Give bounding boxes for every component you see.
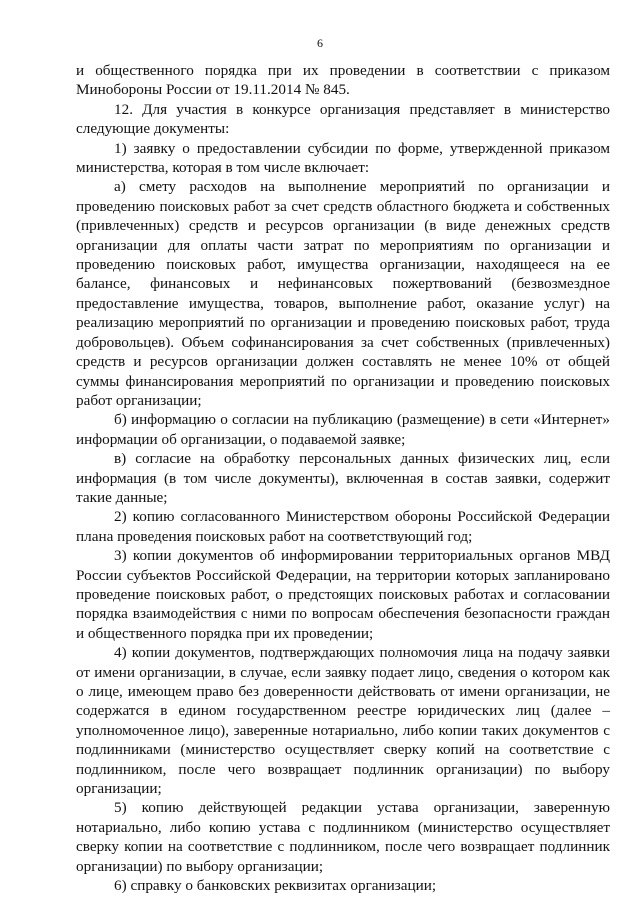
- paragraph-item-4-authority: 4) копии документов, подтверждающих полномочия лица на подачу заявки от имени организации, в случае, если заявку подает лицо, сведения о котором как о лице, имеющем право без доверенности действовать от имени организации, не содержатся в едином государственном реестре юридических лиц (далее – уполномоченное лицо), заверенные нотариально, либо копии таких документов с подлинниками (министерство осуществляет сверку копий на соответствие с подлинником, после чего возвращает подлинник организации) по выбору организации;: [76, 644, 610, 798]
- paragraph-subitem-v-personal-data: в) согласие на обработку персональных данных физических лиц, если информация (в том числе документы), включенная в состав заявки, содержит такие данные;: [76, 450, 610, 506]
- paragraph-item-1-application: 1) заявку о предоставлении субсидии по форме, утвержденной приказом министерства, которая в том числе включает:: [76, 139, 610, 177]
- paragraph-subitem-b-publication-consent: б) информацию о согласии на публикацию (размещение) в сети «Интернет» информации об организации, о подаваемой заявке;: [76, 411, 610, 448]
- paragraph-continuation: и общественного порядка при их проведении в соответствии с приказом Минобороны России от 19.11.2014 № 845.: [76, 62, 610, 99]
- document-body: [76, 61, 610, 895]
- paragraph-item-5-charter: 5) копию действующей редакции устава организации, заверенную нотариально, либо копию устава с подлинником (министерство осуществляет сверку копии на соответствие с подлинником, после чего возвращает подлинник организации) по выбору организации;: [76, 799, 610, 875]
- paragraph-item-3-mvd: 3) копии документов об информировании территориальных органов МВД России субъектов Российской Федерации, на территории которых запланировано проведение поисковых работ, о предстоящих поисковых работах и согласовании порядка взаимодействия с ними по вопросам обеспечения безопасности граждан и общественного порядка при их проведении;: [76, 547, 610, 642]
- paragraph-item-6-bank-details: 6) справку о банковских реквизитах организации;: [114, 877, 437, 895]
- paragraph-subitem-a-estimate: а) смету расходов на выполнение мероприятий по организации и проведению поисковых работ за счет средств областного бюджета и собственных (привлеченных) средств и ресурсов организации (в виде денежных средств организации для оплаты части затрат по мероприятиям по организации и проведению поисковых работ, имущества организации, находящееся на ее балансе, финансовых и нефинансовых пожертвований (безвозмездное предоставление имущества, товаров, выполнение работ, оказание услуг) на реализацию мероприятий по организации и проведению поисковых работ, труда добровольцев). Объем софинансирования за счет собственных (привлеченных) средств и ресурсов организации должен составлять не менее 10% от общей суммы финансирования мероприятий по организации и проведению поисковых работ организации;: [76, 178, 610, 409]
- paragraph-item-2-plan: 2) копию согласованного Министерством обороны Российской Федерации плана проведения поисковых работ на соответствующий год;: [76, 508, 610, 545]
- page-number: 6: [317, 36, 323, 50]
- paragraph-item-12: 12. Для участия в конкурсе организация представляет в министерство следующие документы:: [76, 100, 610, 138]
